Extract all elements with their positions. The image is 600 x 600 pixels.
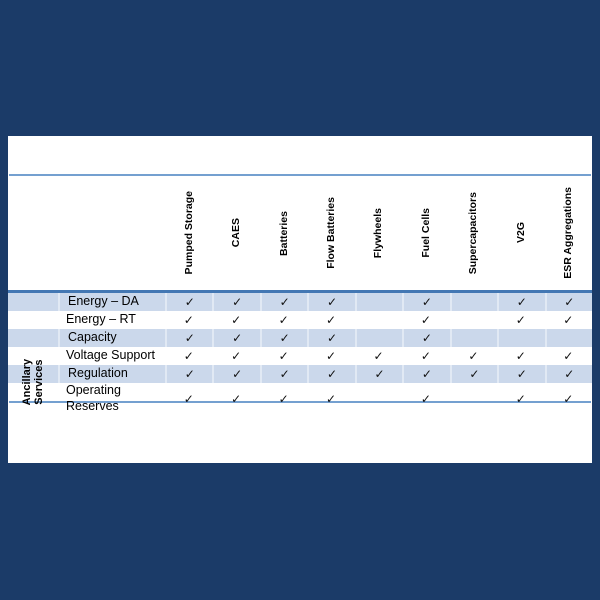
- check-icon: ✓: [326, 391, 337, 406]
- check-cell: [355, 365, 402, 383]
- check-cell: [355, 293, 402, 311]
- row-label: Voltage Support: [66, 348, 155, 363]
- check-cell: [545, 365, 592, 383]
- check-icon: ✓: [563, 349, 574, 363]
- check-icon: ✓: [232, 331, 243, 345]
- check-cell: [402, 293, 449, 311]
- check-icon: ✓: [231, 313, 242, 327]
- check-icon: ✓: [515, 391, 526, 406]
- check-icon: ✓: [232, 367, 243, 381]
- check-cell: [402, 329, 449, 347]
- check-icon: ✓: [373, 349, 384, 363]
- table-panel: [8, 136, 592, 463]
- check-cell: [497, 311, 544, 329]
- column-header: [260, 176, 307, 290]
- check-cell: [450, 293, 497, 311]
- check-icon: ✓: [374, 367, 385, 381]
- check-icon: ✓: [421, 331, 432, 345]
- column-header-label: V2G: [514, 222, 527, 244]
- label-column-spacer: [58, 176, 165, 290]
- check-icon: ✓: [421, 367, 432, 381]
- check-icon: ✓: [563, 391, 574, 406]
- row-label: Regulation: [58, 365, 165, 383]
- check-cell: [212, 383, 259, 414]
- column-header-label: Fuel Cells: [419, 208, 432, 258]
- check-icon: ✓: [564, 367, 575, 381]
- check-icon: ✓: [183, 313, 194, 327]
- check-cell: [545, 383, 592, 414]
- check-icon: ✓: [327, 295, 338, 309]
- check-cell: [165, 293, 212, 311]
- column-header-label: ESR Aggregations: [562, 187, 575, 279]
- check-cell: [402, 311, 449, 329]
- check-icon: ✓: [278, 313, 289, 327]
- check-cell: [307, 293, 354, 311]
- check-icon: ✓: [231, 391, 242, 406]
- column-header-label: Flywheels: [372, 207, 385, 259]
- check-icon: ✓: [420, 391, 431, 406]
- group-cell: [8, 347, 58, 365]
- check-cell: [355, 329, 402, 347]
- column-header-label: Batteries: [277, 210, 290, 256]
- column-header: [212, 176, 259, 290]
- check-cell: [165, 329, 212, 347]
- row-label: Operating Reserves: [66, 383, 121, 413]
- check-cell: [450, 383, 497, 414]
- check-cell: [212, 293, 259, 311]
- column-header: [450, 176, 497, 290]
- check-cell: [212, 311, 259, 329]
- group-cell: [8, 311, 58, 329]
- check-cell: [307, 347, 354, 365]
- check-icon: ✓: [279, 295, 290, 309]
- check-icon: ✓: [232, 295, 243, 309]
- check-icon: ✓: [326, 349, 337, 363]
- column-header: [355, 176, 402, 290]
- check-cell: [212, 329, 259, 347]
- check-icon: ✓: [515, 313, 526, 327]
- check-icon: ✓: [278, 349, 289, 363]
- check-cell: [355, 311, 402, 329]
- check-cell: [450, 329, 497, 347]
- table-row: [8, 329, 592, 347]
- header-row: [8, 176, 592, 293]
- check-icon: ✓: [231, 349, 242, 363]
- check-cell: [165, 365, 212, 383]
- check-cell: [260, 347, 307, 365]
- group-cell: [8, 329, 58, 347]
- column-header: [165, 176, 212, 290]
- check-icon: ✓: [326, 313, 337, 327]
- check-cell: [545, 311, 592, 329]
- check-cell: [497, 383, 544, 414]
- group-cell: [8, 383, 58, 414]
- column-header: [545, 176, 592, 290]
- check-icon: ✓: [327, 331, 338, 345]
- column-header: [307, 176, 354, 290]
- check-icon: ✓: [184, 367, 195, 381]
- check-cell: [212, 347, 259, 365]
- check-icon: ✓: [183, 391, 194, 406]
- check-icon: ✓: [279, 331, 290, 345]
- check-cell: [450, 311, 497, 329]
- check-icon: ✓: [184, 295, 195, 309]
- check-icon: ✓: [564, 295, 575, 309]
- check-cell: [307, 383, 354, 414]
- check-cell: [497, 329, 544, 347]
- table-row: [8, 311, 592, 329]
- column-header: [402, 176, 449, 290]
- group-cell: [8, 293, 58, 311]
- table-body: [8, 293, 592, 413]
- check-cell: [545, 293, 592, 311]
- check-cell: [307, 329, 354, 347]
- check-cell: [165, 347, 212, 365]
- column-header-label: Supercapacitors: [467, 191, 480, 275]
- check-cell: [355, 347, 402, 365]
- check-icon: ✓: [516, 367, 527, 381]
- check-icon: ✓: [420, 313, 431, 327]
- check-cell: [402, 347, 449, 365]
- column-header: [497, 176, 544, 290]
- column-header-label: Pumped Storage: [182, 191, 195, 275]
- check-icon: ✓: [279, 367, 290, 381]
- check-cell: [545, 329, 592, 347]
- check-icon: ✓: [468, 349, 479, 363]
- check-cell: [402, 365, 449, 383]
- check-cell: [260, 311, 307, 329]
- check-cell: [165, 311, 212, 329]
- check-cell: [307, 311, 354, 329]
- check-icon: ✓: [183, 349, 194, 363]
- check-icon: ✓: [516, 295, 527, 309]
- check-icon: ✓: [184, 331, 195, 345]
- check-cell: [260, 383, 307, 414]
- table-row: [8, 365, 592, 383]
- check-cell: [165, 383, 212, 414]
- check-cell: [260, 329, 307, 347]
- table-row: [8, 293, 592, 311]
- check-icon: ✓: [420, 349, 431, 363]
- column-header-label: CAES: [230, 218, 243, 248]
- check-cell: [307, 365, 354, 383]
- row-label: Capacity: [58, 329, 165, 347]
- check-icon: ✓: [421, 295, 432, 309]
- check-cell: [260, 293, 307, 311]
- table-row: [8, 347, 592, 365]
- group-column-spacer: [8, 176, 58, 290]
- check-cell: [402, 383, 449, 414]
- check-cell: [450, 365, 497, 383]
- row-label: Energy – RT: [66, 312, 136, 327]
- check-cell: [355, 383, 402, 414]
- check-cell: [497, 293, 544, 311]
- check-cell: [212, 365, 259, 383]
- check-icon: ✓: [469, 367, 480, 381]
- column-header-label: Flow Batteries: [325, 197, 338, 269]
- check-cell: [497, 365, 544, 383]
- check-icon: ✓: [278, 391, 289, 406]
- table-row: [8, 383, 592, 413]
- row-label: Energy – DA: [58, 293, 165, 311]
- check-cell: [450, 347, 497, 365]
- check-icon: ✓: [563, 313, 574, 327]
- check-cell: [497, 347, 544, 365]
- row-group-label-text: Ancillary Services: [20, 359, 45, 406]
- check-icon: ✓: [515, 349, 526, 363]
- check-icon: ✓: [327, 367, 338, 381]
- check-cell: [545, 347, 592, 365]
- check-cell: [260, 365, 307, 383]
- group-cell: [8, 365, 58, 383]
